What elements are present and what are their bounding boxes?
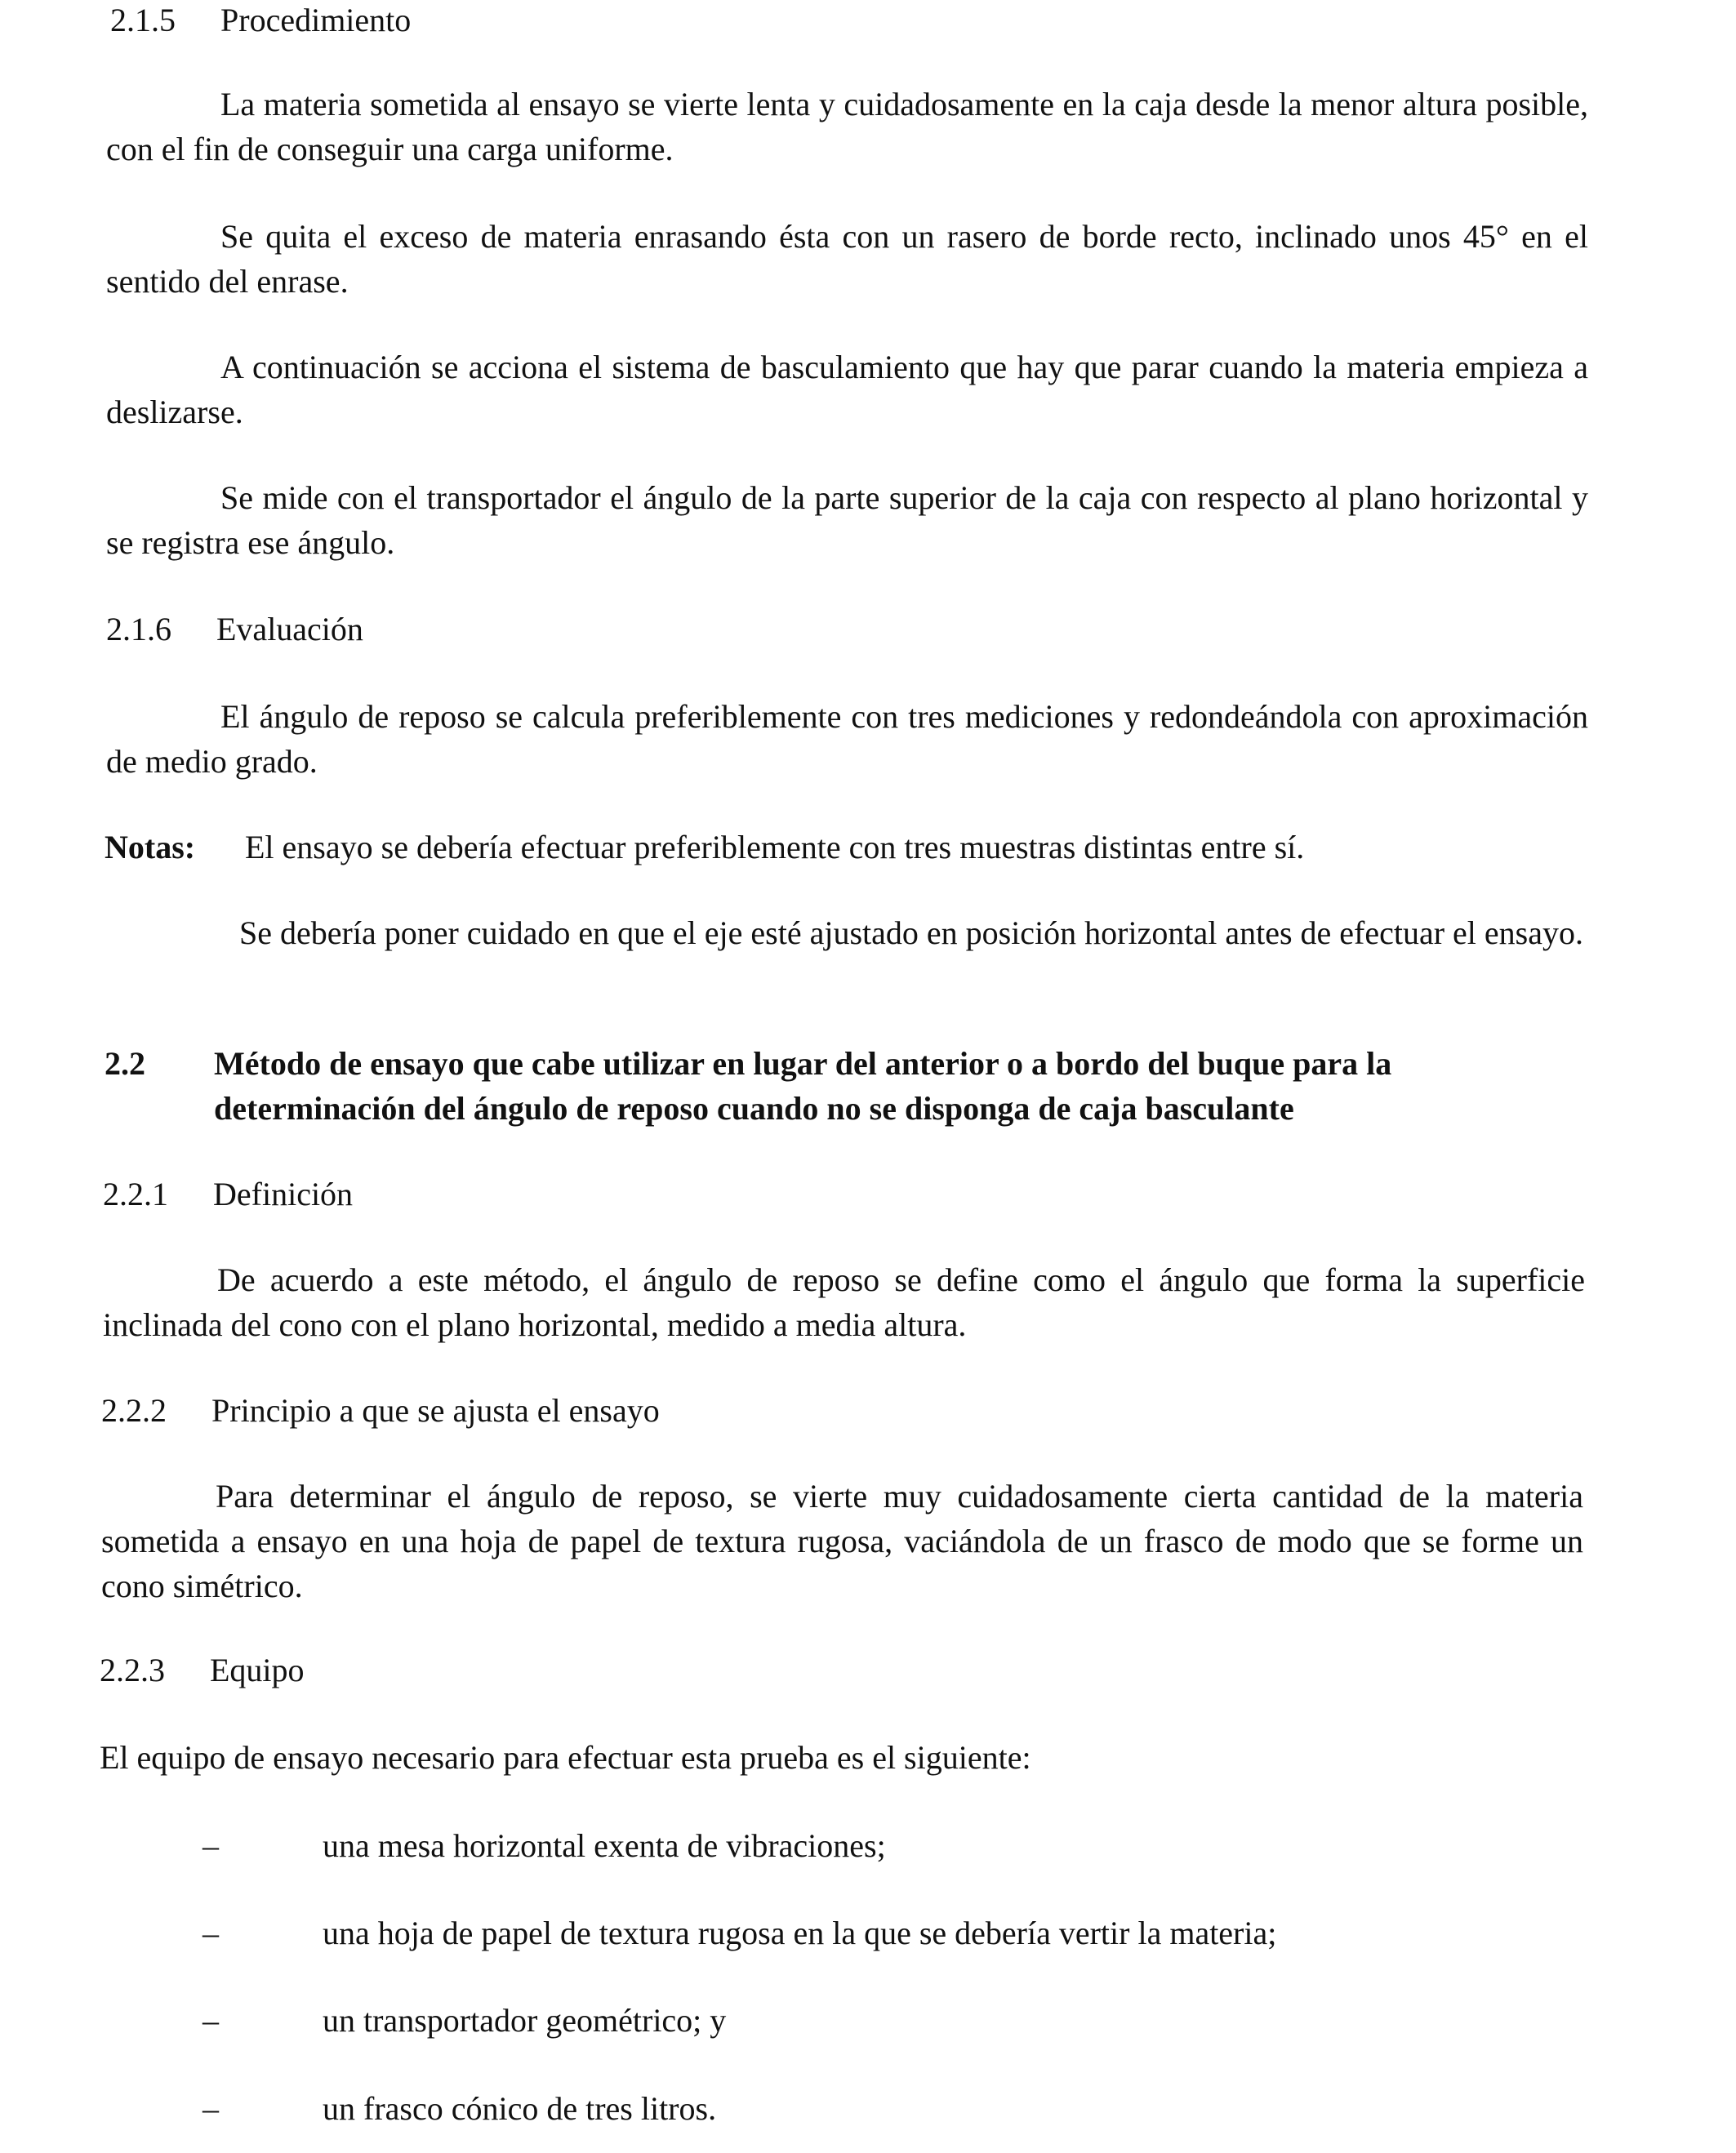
list-item: un transportador geométrico; y (323, 2002, 727, 2039)
list-dash: – (203, 2090, 219, 2127)
note-2: Se debería poner cuidado en que el eje esté ajustado en posición horizontal antes de efectuar el ensayo. (239, 914, 1583, 951)
paragraph-procedure-1: La materia sometida al ensayo se vierte lenta y cuidadosamente en la caja desde la menor altura posible, con el fin de conseguir una carga uniforme. (106, 86, 1588, 167)
equipment-intro: El equipo de ensayo necesario para efectuar esta prueba es el siguiente: (100, 1739, 1031, 1776)
section-heading-2-1-6 (106, 607, 363, 652)
list-item: un frasco cónico de tres litros. (323, 2090, 717, 2127)
section-heading-2-1-5 (110, 0, 411, 42)
section-heading-2-2-3 (100, 1648, 305, 1693)
section-number: 2.2.1 (103, 1176, 168, 1212)
section-number: 2.1.5 (110, 2, 176, 38)
section-title: Principio a que se ajusta el ensayo (211, 1392, 660, 1429)
list-dash: – (203, 1915, 219, 1951)
section-number: 2.2.3 (100, 1652, 165, 1688)
section-title-2-2: Método de ensayo que cabe utilizar en lugar del anterior o a bordo del buque para la determinación del ángulo de reposo cuando no se disponga de caja basculante (214, 1045, 1392, 1127)
notes-label: Notas: (105, 829, 196, 865)
paragraph-definition: De acuerdo a este método, el ángulo de reposo se define como el ángulo que forma la superficie inclinada del cono con el plano horizontal, medido a media altura. (103, 1261, 1585, 1343)
paragraph-evaluation: El ángulo de reposo se calcula preferiblemente con tres mediciones y redondeándola con aproximación de medio grado. (106, 698, 1588, 780)
list-item: una hoja de papel de textura rugosa en la que se debería vertir la materia; (323, 1915, 1277, 1951)
paragraph-procedure-2: Se quita el exceso de materia enrasando ésta con un rasero de borde recto, inclinado unos 45° en el sentido del enrase. (106, 218, 1588, 300)
section-number: 2.1.6 (106, 611, 171, 647)
list-dash: – (203, 1827, 219, 1864)
section-title: Procedimiento (220, 2, 412, 38)
list-item: una mesa horizontal exenta de vibraciones; (323, 1827, 886, 1864)
section-title: Evaluación (216, 611, 363, 647)
section-heading-2-2-1 (103, 1172, 353, 1217)
section-title: Equipo (210, 1652, 305, 1688)
list-dash: – (203, 2002, 219, 2039)
section-number: 2.2.2 (101, 1392, 167, 1429)
paragraph-procedure-4: Se mide con el transportador el ángulo de la parte superior de la caja con respecto al plano horizontal y se registra ese ángulo. (106, 479, 1588, 561)
paragraph-procedure-3: A continuación se acciona el sistema de basculamiento que hay que parar cuando la materia empieza a deslizarse. (106, 349, 1588, 430)
section-heading-2-2-2 (101, 1388, 660, 1433)
section-number-2-2: 2.2 (105, 1045, 145, 1082)
section-title: Definición (213, 1176, 354, 1212)
paragraph-principle: Para determinar el ángulo de reposo, se vierte muy cuidadosamente cierta cantidad de la materia sometida a ensayo en una hoja de papel de textura rugosa, vaciándola de un frasco de modo que se forme un cono simétrico. (101, 1478, 1583, 1604)
note-1: El ensayo se debería efectuar preferiblemente con tres muestras distintas entre sí. (245, 829, 1305, 865)
